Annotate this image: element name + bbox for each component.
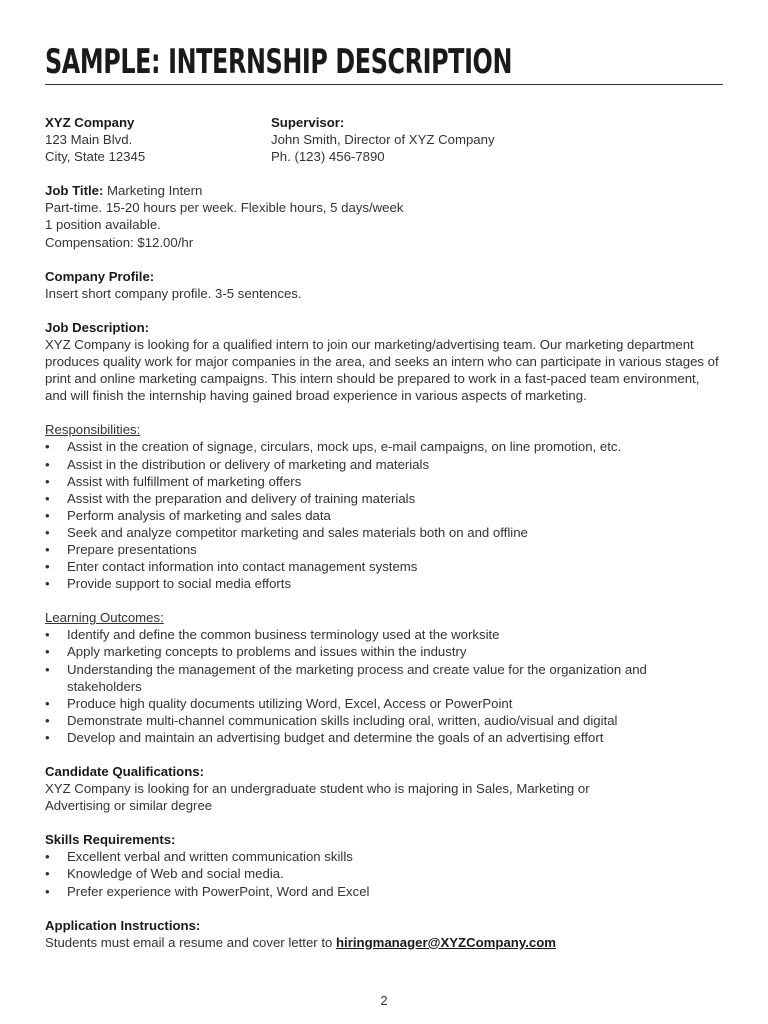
job-description-text: XYZ Company is looking for a qualified intern to join our marketing/advertising team. Our marketing department produces quality work for major companies in the area, and seeks an intern who can participate in various stages of print and online marketing campaigns. This intern should be prepared to work in a fast-paced team environment, and will finish the internship having gained broad experience in various aspects of marketing. (45, 336, 719, 404)
skills-list (45, 848, 723, 899)
supervisor-block (271, 114, 691, 165)
responsibilities-heading: Responsibilities: (45, 422, 141, 438)
job-title-line (45, 182, 723, 199)
application-text-line (45, 934, 723, 951)
list-item: • Apply marketing concepts to problems and issues within the industry (45, 643, 723, 660)
header-contacts (45, 114, 723, 165)
candidate-qualifications-section (45, 763, 723, 814)
job-section (45, 182, 723, 250)
company-profile-section (45, 268, 723, 302)
learning-outcomes-section (45, 609, 723, 746)
supervisor-label: Supervisor: (271, 115, 345, 130)
job-description-heading: Job Description: (45, 319, 150, 335)
application-heading: Application Instructions: (45, 917, 201, 933)
skills-section (45, 831, 723, 899)
job-line: 1 position available. (45, 217, 161, 233)
application-email-link[interactable]: hiringmanager@XYZCompany.com (336, 934, 556, 950)
title-rule (45, 84, 723, 85)
list-item: • Prepare presentations (45, 541, 723, 558)
list-item: • Perform analysis of marketing and sales data (45, 507, 723, 524)
application-text: Students must email a resume and cover letter to (45, 934, 336, 950)
application-section (45, 917, 723, 951)
list-item: • Seek and analyze competitor marketing and sales materials both on and offline (45, 524, 723, 541)
company-name: XYZ Company (45, 115, 135, 130)
list-item: • Excellent verbal and written communication skills (45, 848, 723, 865)
job-line: Compensation: $12.00/hr (45, 234, 194, 250)
list-item: • Prefer experience with PowerPoint, Word and Excel (45, 883, 723, 900)
list-item: • Understanding the management of the marketing process and create value for the organization and stakeholders (45, 661, 723, 695)
learning-outcomes-heading: Learning Outcomes: (45, 610, 164, 626)
company-address-1: 123 Main Blvd. (45, 132, 133, 148)
skills-heading: Skills Requirements: (45, 832, 176, 848)
learning-outcomes-list (45, 626, 723, 746)
company-address-2: City, State 12345 (45, 149, 146, 165)
list-item: • Provide support to social media efforts (45, 575, 723, 592)
list-item: • Assist in the creation of signage, circulars, mock ups, e-mail campaigns, on line promotion, etc. (45, 438, 723, 455)
responsibilities-section (45, 421, 723, 592)
list-item: • Assist with fulfillment of marketing offers (45, 473, 723, 490)
list-item: • Demonstrate multi-channel communication skills including oral, written, audio/visual and digital (45, 712, 723, 729)
list-item: • Assist in the distribution or delivery of marketing and materials (45, 456, 723, 473)
page-number: 2 (380, 993, 388, 1008)
supervisor-name: John Smith, Director of XYZ Company (271, 132, 495, 148)
list-item: • Develop and maintain an advertising budget and determine the goals of an advertising effort (45, 729, 723, 746)
list-item: • Produce high quality documents utilizing Word, Excel, Access or PowerPoint (45, 695, 723, 712)
supervisor-phone: Ph. (123) 456-7890 (271, 149, 385, 165)
job-title-value: Marketing Intern (103, 183, 203, 199)
company-profile-text: Insert short company profile. 3-5 sentences. (45, 285, 302, 301)
list-item: • Assist with the preparation and delivery of training materials (45, 490, 723, 507)
company-profile-heading: Company Profile: (45, 268, 155, 284)
list-item: • Identify and define the common business terminology used at the worksite (45, 626, 723, 643)
job-title-label: Job Title: (45, 183, 104, 199)
document-page (45, 0, 723, 1024)
list-item: • Enter contact information into contact management systems (45, 558, 723, 575)
list-item: • Knowledge of Web and social media. (45, 865, 723, 882)
job-description-section (45, 319, 723, 404)
responsibilities-list (45, 438, 723, 592)
candidate-qualifications-heading: Candidate Qualifications: (45, 764, 205, 779)
candidate-qualifications-text: XYZ Company is looking for an undergraduate student who is majoring in Sales, Marketing or Advertising or similar degree (45, 781, 590, 814)
document-content (45, 114, 723, 951)
page-title: SAMPLE: INTERNSHIP DESCRIPTION (45, 42, 513, 82)
job-line: Part-time. 15-20 hours per week. Flexible hours, 5 days/week (45, 200, 404, 216)
company-block (45, 114, 271, 165)
